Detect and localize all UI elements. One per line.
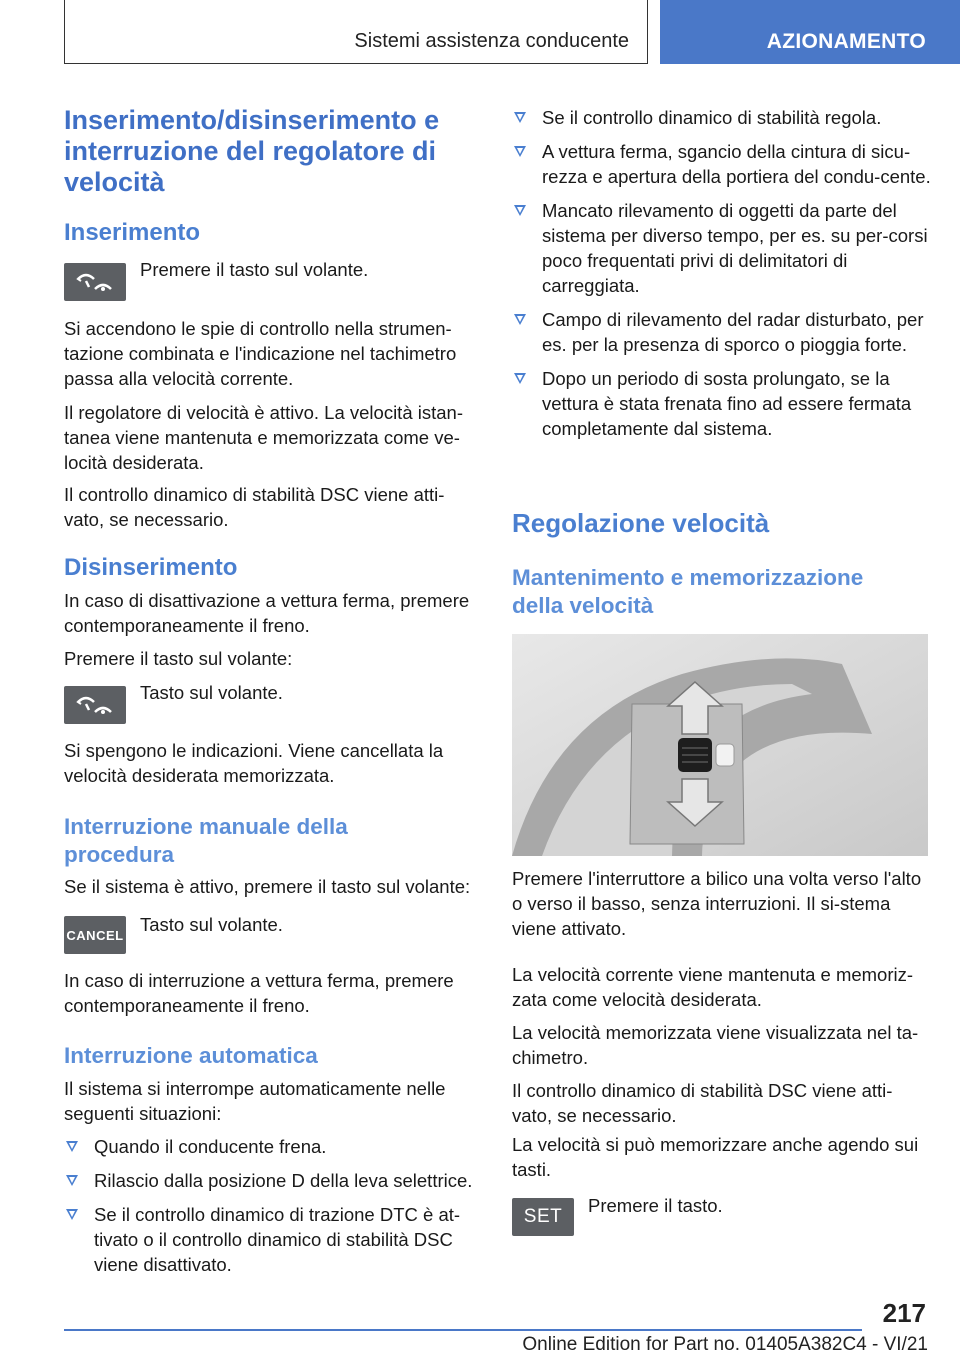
paragraph: In caso di interruzione a vettura ferma, premere contemporaneamente il freno. — [64, 970, 454, 1016]
paragraph: In caso di disattivazione a vettura ferma, premere contemporaneamente il freno. — [64, 590, 470, 636]
set-button-icon: SET — [512, 1198, 574, 1236]
section-title: Sistemi assistenza conducente — [354, 30, 629, 52]
paragraph: Se il sistema è attivo, premere il tasto sul volante: — [64, 876, 471, 897]
cruise-control-button-icon — [64, 686, 126, 724]
list-item: Campo di rilevamento del radar disturbato, per es. per la presenza di sporco o pioggia forte. — [512, 307, 932, 357]
chapter-title: AZIONAMENTO — [766, 30, 926, 53]
icon-caption-disinserimento: Tasto sul volante. — [140, 682, 283, 703]
header-section-box — [64, 0, 648, 64]
heading-interruzione-automatica: Interruzione automatica — [64, 1043, 318, 1068]
paragraph: La velocità memorizzata viene visualizzata nel ta-chimetro. — [512, 1022, 919, 1068]
paragraph: Il controllo dinamico di stabilità DSC viene atti-vato, se necessario. — [64, 484, 445, 530]
icon-caption-manuale: Tasto sul volante. — [140, 914, 283, 935]
list-item: Se il controllo dinamico di trazione DTC è at-tivato o il controllo dinamico di stabilità DSC viene disattivato. — [64, 1202, 484, 1277]
paragraph: Si accendono le spie di controllo nella strumen-tazione combinata e l'indicazione nel tachimetro passa alla velocità corrente. — [64, 318, 457, 389]
paragraph: Il controllo dinamico di stabilità DSC viene atti-vato, se necessario. — [512, 1080, 893, 1126]
page-number: 217 — [882, 1298, 926, 1328]
list-item: Se il controllo dinamico di stabilità regola. — [512, 105, 932, 130]
list-item: Dopo un periodo di sosta prolungato, se la vettura è stata frenata fino ad essere fermata completamente dal sistema. — [512, 366, 932, 441]
list-item: Mancato rilevamento di oggetti da parte del sistema per diverso tempo, per es. su per-corsi poco frequentati privi di delimitatori di carreggiata. — [512, 198, 932, 298]
paragraph: Si spengono le indicazioni. Viene cancellata la velocità desiderata memorizzata. — [64, 740, 444, 786]
main-title: Inserimento/disinserimento e interruzione del regolatore di velocità — [64, 105, 440, 197]
list-item: A vettura ferma, sgancio della cintura di sicu-rezza e apertura della portiera del condu-cente. — [512, 139, 932, 189]
heading-inserimento: Inserimento — [64, 219, 201, 246]
paragraph: La velocità corrente viene mantenuta e memoriz-zata come velocità desiderata. — [512, 964, 914, 1010]
paragraph: Il sistema si interrompe automaticamente nelle seguenti situazioni: — [64, 1078, 446, 1124]
cancel-button-icon: CANCEL — [64, 916, 126, 954]
paragraph: La velocità si può memorizzare anche agendo sui tasti. — [512, 1134, 919, 1180]
steering-wheel-photo — [512, 634, 928, 856]
edition-footer: Online Edition for Part no. 01405A382C4 - VI/21 — [522, 1334, 928, 1355]
icon-caption-set: Premere il tasto. — [588, 1195, 723, 1216]
cruise-control-button-icon — [64, 263, 126, 301]
bullet-list — [512, 105, 932, 441]
icon-caption-inserimento: Premere il tasto sul volante. — [140, 259, 369, 280]
heading-disinserimento: Disinserimento — [64, 554, 238, 581]
heading-mantenimento: Mantenimento e memorizzazione della velocità — [512, 565, 864, 618]
paragraph: Premere il tasto sul volante: — [64, 648, 293, 669]
chapter-tab — [660, 0, 960, 64]
paragraph: Il regolatore di velocità è attivo. La velocità istan-tanea viene mantenuta e memorizzata come ve-locità desiderata. — [64, 402, 463, 473]
list-item: Rilascio dalla posizione D della leva selettrice. — [64, 1168, 484, 1193]
paragraph: Premere l'interruttore a bilico una volta verso l'alto o verso il basso, senza interruzioni. Il si-stema viene attivato. — [512, 868, 922, 939]
heading-interruzione-manuale: Interruzione manuale della procedura — [64, 814, 348, 867]
list-item: Quando il conducente frena. — [64, 1134, 484, 1159]
right-column — [512, 100, 932, 1280]
left-column — [64, 100, 484, 1280]
footer-divider — [64, 1329, 862, 1331]
heading-regolazione: Regolazione velocità — [512, 508, 770, 538]
bullet-list — [64, 1134, 484, 1277]
